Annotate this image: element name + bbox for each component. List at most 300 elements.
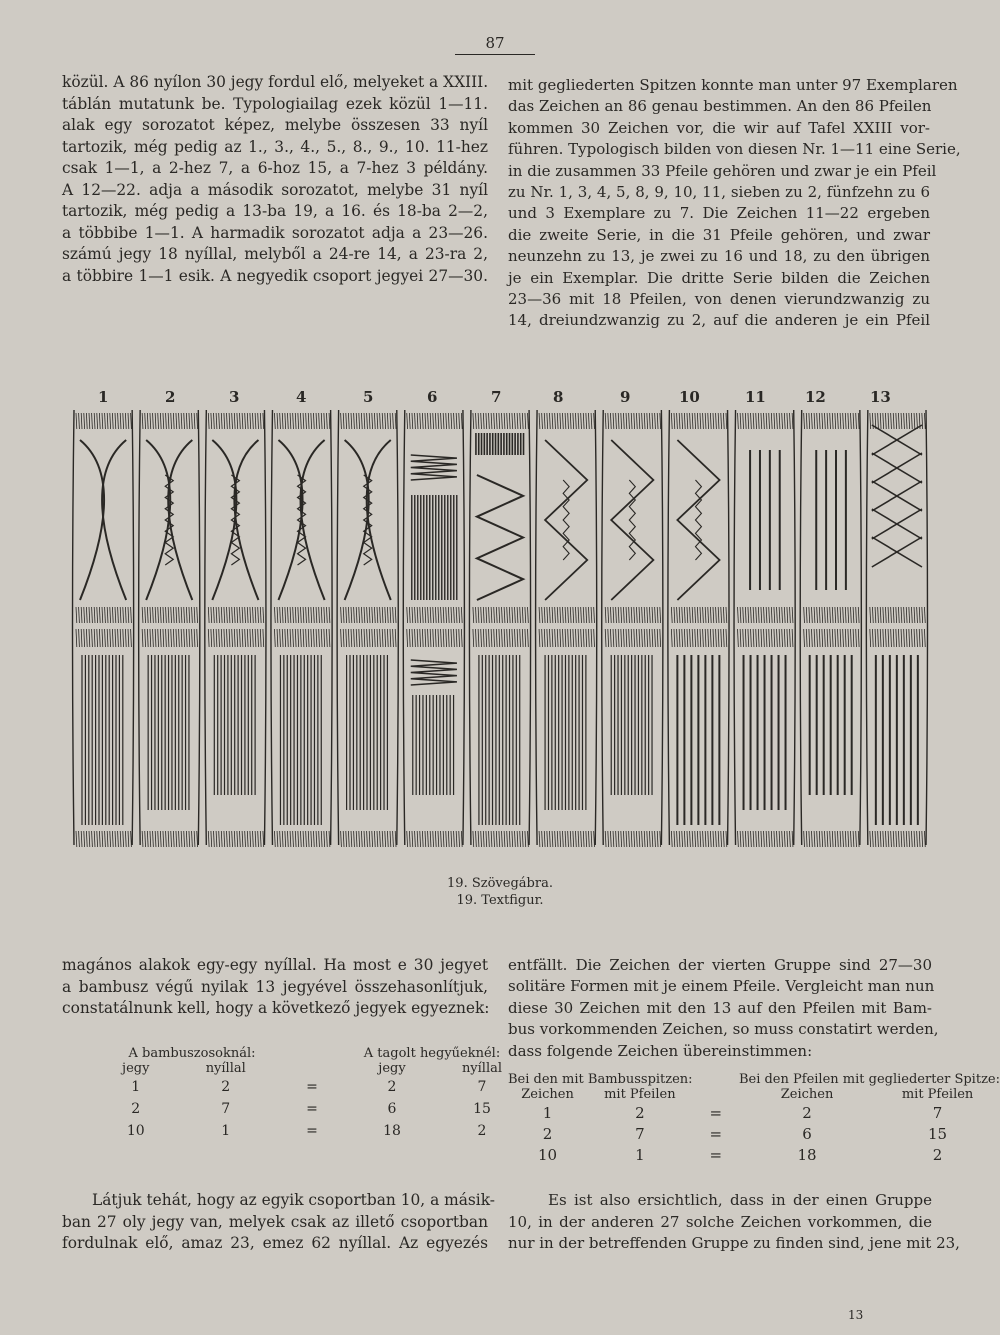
binding-stroke [613, 413, 614, 429]
binding-stroke [476, 413, 477, 429]
binding-stroke [326, 413, 327, 429]
binding-stroke [125, 629, 126, 647]
binding-stroke [94, 629, 95, 647]
binding-stroke [832, 831, 833, 847]
binding-stroke [250, 629, 251, 647]
binding-stroke [102, 607, 103, 623]
binding-stroke [764, 629, 765, 647]
binding-stroke [674, 413, 675, 429]
binding-stroke [872, 607, 873, 623]
binding-stroke [123, 413, 124, 429]
binding-stroke [745, 831, 746, 847]
binding-stroke [192, 831, 193, 847]
binding-stroke [125, 831, 126, 847]
binding-stroke [647, 607, 648, 623]
binding-stroke [642, 607, 643, 623]
binding-stroke [568, 831, 569, 847]
binding-stroke [565, 831, 566, 847]
text-line: die zweite Serie, in die 31 Pfeile gehören, und zwar [508, 225, 930, 244]
binding-stroke [837, 413, 838, 429]
binding-stroke [811, 413, 812, 429]
binding-stroke [102, 629, 103, 647]
binding-stroke [578, 413, 579, 429]
binding-stroke [253, 831, 254, 847]
binding-stroke [290, 629, 291, 647]
binding-stroke [779, 413, 780, 429]
binding-stroke [557, 831, 558, 847]
binding-stroke [382, 831, 383, 847]
binding-stroke [131, 607, 132, 623]
binding-stroke [718, 607, 719, 623]
binding-stroke [115, 413, 116, 429]
binding-stroke [107, 831, 108, 847]
shaft-edge [397, 410, 399, 845]
binding-stroke [917, 607, 918, 623]
binding-stroke [850, 413, 851, 429]
binding-stroke [657, 831, 658, 847]
binding-stroke [914, 413, 915, 429]
binding-stroke [329, 413, 330, 429]
figure-number: 3 [229, 388, 240, 406]
binding-stroke [705, 607, 706, 623]
binding-stroke [539, 607, 540, 623]
binding-stroke [924, 831, 925, 847]
binding-stroke [502, 607, 503, 623]
arrow-shafts-drawing [70, 385, 930, 860]
binding-stroke [425, 831, 426, 847]
binding-stroke [441, 831, 442, 847]
binding-stroke [118, 413, 119, 429]
binding-stroke [766, 629, 767, 647]
binding-stroke [856, 607, 857, 623]
binding-stroke [819, 413, 820, 429]
binding-stroke [758, 629, 759, 647]
binding-stroke [811, 607, 812, 623]
binding-stroke [393, 831, 394, 847]
binding-stroke [428, 629, 429, 647]
binding-stroke [856, 629, 857, 647]
binding-stroke [774, 607, 775, 623]
text-line: a többibe 1—1. A harmadik sorozatot adja a 23—26. [62, 223, 488, 242]
binding-stroke [809, 831, 810, 847]
binding-stroke [356, 629, 357, 647]
binding-stroke [476, 629, 477, 647]
binding-stroke [356, 413, 357, 429]
binding-stroke [84, 413, 85, 429]
binding-stroke [716, 607, 717, 623]
binding-stroke [898, 831, 899, 847]
binding-stroke [753, 629, 754, 647]
binding-stroke [784, 607, 785, 623]
binding-stroke [192, 607, 193, 623]
binding-stroke [491, 607, 492, 623]
binding-stroke [197, 831, 198, 847]
top-right-column [508, 75, 961, 332]
binding-stroke [382, 607, 383, 623]
binding-stroke [153, 413, 154, 429]
binding-stroke [911, 607, 912, 623]
binding-stroke [840, 607, 841, 623]
binding-stroke [329, 607, 330, 623]
shaft-edge [595, 410, 597, 845]
binding-stroke [528, 413, 529, 429]
binding-stroke [184, 607, 185, 623]
binding-stroke [247, 607, 248, 623]
binding-stroke [481, 629, 482, 647]
binding-stroke [364, 831, 365, 847]
binding-stroke [687, 831, 688, 847]
binding-stroke [547, 629, 548, 647]
binding-stroke [575, 831, 576, 847]
binding-stroke [155, 607, 156, 623]
binding-stroke [700, 413, 701, 429]
binding-stroke [229, 629, 230, 647]
binding-stroke [616, 607, 617, 623]
binding-stroke [316, 629, 317, 647]
binding-stroke [158, 413, 159, 429]
table-row: 1 2 = 2 7 [131, 1079, 487, 1095]
binding-stroke [639, 629, 640, 647]
binding-stroke [919, 831, 920, 847]
motif-zigzag [611, 440, 653, 600]
binding-stroke [504, 607, 505, 623]
binding-stroke [107, 413, 108, 429]
binding-stroke [616, 831, 617, 847]
text-line: tartozik, még pedig a 13-ba 19, a 16. és 18-ba 2—2, [62, 202, 488, 220]
binding-stroke [290, 607, 291, 623]
binding-stroke [306, 831, 307, 847]
binding-stroke [708, 413, 709, 429]
figure-number: 8 [553, 388, 564, 406]
binding-stroke [303, 413, 304, 429]
binding-stroke [422, 629, 423, 647]
binding-stroke [303, 607, 304, 623]
binding-stroke [697, 607, 698, 623]
binding-stroke [407, 629, 408, 647]
binding-stroke [120, 607, 121, 623]
binding-stroke [845, 629, 846, 647]
binding-stroke [573, 831, 574, 847]
binding-stroke [626, 629, 627, 647]
binding-stroke [277, 831, 278, 847]
binding-stroke [89, 629, 90, 647]
table-group-header: Bei den Pfeilen mit gegliederter Spitze: [738, 1072, 1000, 1087]
binding-stroke [311, 413, 312, 429]
binding-stroke [880, 607, 881, 623]
binding-stroke [454, 629, 455, 647]
binding-stroke [443, 413, 444, 429]
binding-stroke [777, 831, 778, 847]
binding-stroke [674, 831, 675, 847]
binding-stroke [824, 831, 825, 847]
binding-stroke [911, 831, 912, 847]
binding-stroke [255, 607, 256, 623]
binding-stroke [84, 831, 85, 847]
binding-stroke [486, 607, 487, 623]
binding-stroke [380, 831, 381, 847]
binding-stroke [308, 629, 309, 647]
binding-stroke [774, 629, 775, 647]
binding-stroke [306, 629, 307, 647]
binding-stroke [840, 413, 841, 429]
binding-stroke [150, 629, 151, 647]
binding-stroke [81, 831, 82, 847]
binding-stroke [544, 831, 545, 847]
binding-stroke [245, 413, 246, 429]
binding-stroke [274, 607, 275, 623]
binding-stroke [242, 831, 243, 847]
binding-stroke [539, 413, 540, 429]
binding-stroke [313, 413, 314, 429]
binding-stroke [761, 607, 762, 623]
binding-stroke [321, 413, 322, 429]
top-left-column [62, 72, 488, 287]
binding-stroke [782, 629, 783, 647]
binding-stroke [766, 413, 767, 429]
binding-stroke [84, 607, 85, 623]
binding-stroke [822, 413, 823, 429]
binding-stroke [636, 629, 637, 647]
binding-stroke [112, 629, 113, 647]
binding-stroke [573, 413, 574, 429]
binding-stroke [758, 607, 759, 623]
binding-stroke [186, 629, 187, 647]
binding-stroke [94, 413, 95, 429]
binding-stroke [422, 831, 423, 847]
binding-stroke [573, 607, 574, 623]
binding-stroke [367, 629, 368, 647]
binding-stroke [649, 413, 650, 429]
binding-stroke [840, 831, 841, 847]
binding-stroke [787, 831, 788, 847]
binding-stroke [263, 629, 264, 647]
binding-stroke [878, 629, 879, 647]
binding-stroke [575, 413, 576, 429]
binding-stroke [295, 413, 296, 429]
binding-stroke [883, 629, 884, 647]
binding-stroke [422, 607, 423, 623]
binding-stroke [679, 831, 680, 847]
binding-stroke [565, 629, 566, 647]
binding-stroke [901, 607, 902, 623]
binding-stroke [112, 831, 113, 847]
binding-stroke [721, 831, 722, 847]
binding-stroke [623, 831, 624, 847]
binding-stroke [115, 607, 116, 623]
binding-stroke [586, 413, 587, 429]
binding-stroke [489, 831, 490, 847]
binding-stroke [377, 413, 378, 429]
binding-stroke [909, 607, 910, 623]
binding-stroke [158, 607, 159, 623]
binding-stroke [211, 413, 212, 429]
binding-stroke [766, 831, 767, 847]
binding-stroke [848, 413, 849, 429]
binding-stroke [454, 413, 455, 429]
binding-stroke [817, 629, 818, 647]
binding-stroke [809, 607, 810, 623]
binding-stroke [282, 831, 283, 847]
binding-stroke [319, 629, 320, 647]
signature-mark: 13 [848, 1308, 864, 1322]
binding-stroke [224, 831, 225, 847]
binding-stroke [792, 413, 793, 429]
binding-stroke [407, 607, 408, 623]
binding-stroke [123, 629, 124, 647]
binding-stroke [147, 413, 148, 429]
binding-stroke [748, 831, 749, 847]
binding-stroke [718, 831, 719, 847]
binding-stroke [425, 629, 426, 647]
binding-stroke [79, 607, 80, 623]
binding-stroke [824, 413, 825, 429]
binding-stroke [361, 413, 362, 429]
binding-stroke [197, 629, 198, 647]
text-line: Es ist also ersichtlich, dass in der einen Gruppe [548, 1191, 932, 1209]
binding-stroke [97, 831, 98, 847]
binding-stroke [790, 831, 791, 847]
binding-stroke [142, 413, 143, 429]
binding-stroke [901, 413, 902, 429]
binding-stroke [697, 413, 698, 429]
binding-stroke [483, 831, 484, 847]
binding-stroke [326, 629, 327, 647]
binding-stroke [142, 607, 143, 623]
binding-stroke [242, 607, 243, 623]
binding-stroke [369, 413, 370, 429]
binding-stroke [326, 607, 327, 623]
table-col-header: jegy [122, 1061, 150, 1076]
table-col-header: nyíllal [205, 1061, 246, 1076]
binding-stroke [885, 629, 886, 647]
binding-stroke [214, 629, 215, 647]
binding-stroke [769, 607, 770, 623]
binding-stroke [552, 413, 553, 429]
binding-stroke [570, 629, 571, 647]
binding-stroke [870, 607, 871, 623]
binding-stroke [459, 629, 460, 647]
binding-stroke [671, 607, 672, 623]
binding-stroke [502, 831, 503, 847]
binding-stroke [237, 629, 238, 647]
binding-stroke [880, 831, 881, 847]
binding-stroke [623, 413, 624, 429]
binding-stroke [81, 629, 82, 647]
binding-stroke [769, 831, 770, 847]
binding-stroke [504, 629, 505, 647]
binding-stroke [608, 629, 609, 647]
binding-stroke [790, 629, 791, 647]
binding-stroke [443, 831, 444, 847]
binding-stroke [237, 607, 238, 623]
binding-stroke [515, 413, 516, 429]
binding-stroke [853, 413, 854, 429]
binding-stroke [594, 831, 595, 847]
binding-stroke [319, 607, 320, 623]
binding-stroke [412, 413, 413, 429]
binding-stroke [626, 607, 627, 623]
binding-stroke [346, 607, 347, 623]
binding-stroke [89, 413, 90, 429]
binding-stroke [528, 831, 529, 847]
shaft-edge [728, 410, 730, 845]
binding-stroke [835, 831, 836, 847]
binding-stroke [509, 607, 510, 623]
binding-stroke [208, 629, 209, 647]
shaft-edge [800, 410, 802, 845]
binding-stroke [380, 629, 381, 647]
binding-stroke [909, 413, 910, 429]
binding-stroke [837, 831, 838, 847]
binding-stroke [192, 413, 193, 429]
binding-stroke [319, 831, 320, 847]
binding-stroke [219, 831, 220, 847]
binding-stroke [489, 413, 490, 429]
binding-stroke [473, 413, 474, 429]
binding-stroke [893, 629, 894, 647]
binding-stroke [274, 629, 275, 647]
binding-stroke [374, 831, 375, 847]
binding-stroke [618, 629, 619, 647]
binding-stroke [726, 413, 727, 429]
binding-stroke [326, 831, 327, 847]
binding-stroke [211, 629, 212, 647]
binding-stroke [179, 629, 180, 647]
binding-stroke [86, 629, 87, 647]
binding-stroke [118, 607, 119, 623]
binding-stroke [512, 629, 513, 647]
binding-stroke [481, 831, 482, 847]
text-line: neunzehn zu 13, je zwei zu 16 und 18, zu den übrigen [508, 247, 930, 266]
binding-stroke [420, 413, 421, 429]
binding-stroke [557, 607, 558, 623]
binding-stroke [591, 831, 592, 847]
binding-stroke [242, 629, 243, 647]
binding-stroke [214, 831, 215, 847]
binding-stroke [509, 629, 510, 647]
binding-stroke [395, 413, 396, 429]
binding-stroke [316, 607, 317, 623]
binding-stroke [560, 629, 561, 647]
binding-stroke [891, 629, 892, 647]
text-line: a többire 1—1 esik. A negyedik csoport jegyei 27—30. [62, 266, 488, 285]
text-line: führen. Typologisch bilden von diesen Nr. 1—11 eine Serie, [508, 140, 961, 159]
binding-stroke [351, 629, 352, 647]
shaft-edge [264, 410, 266, 845]
binding-stroke [684, 413, 685, 429]
binding-stroke [415, 831, 416, 847]
binding-stroke [922, 629, 923, 647]
shaft-edge [866, 410, 868, 845]
binding-stroke [298, 629, 299, 647]
text-line: a bambusz végű nyilak 13 jegyével összehasonlítjuk, [62, 977, 488, 996]
binding-stroke [232, 629, 233, 647]
binding-stroke [591, 413, 592, 429]
binding-stroke [878, 607, 879, 623]
binding-stroke [692, 607, 693, 623]
binding-stroke [374, 413, 375, 429]
binding-stroke [245, 607, 246, 623]
binding-stroke [105, 831, 106, 847]
binding-stroke [150, 607, 151, 623]
binding-stroke [581, 607, 582, 623]
binding-stroke [848, 607, 849, 623]
binding-stroke [738, 831, 739, 847]
binding-stroke [708, 607, 709, 623]
binding-stroke [287, 629, 288, 647]
binding-stroke [850, 607, 851, 623]
binding-stroke [260, 413, 261, 429]
